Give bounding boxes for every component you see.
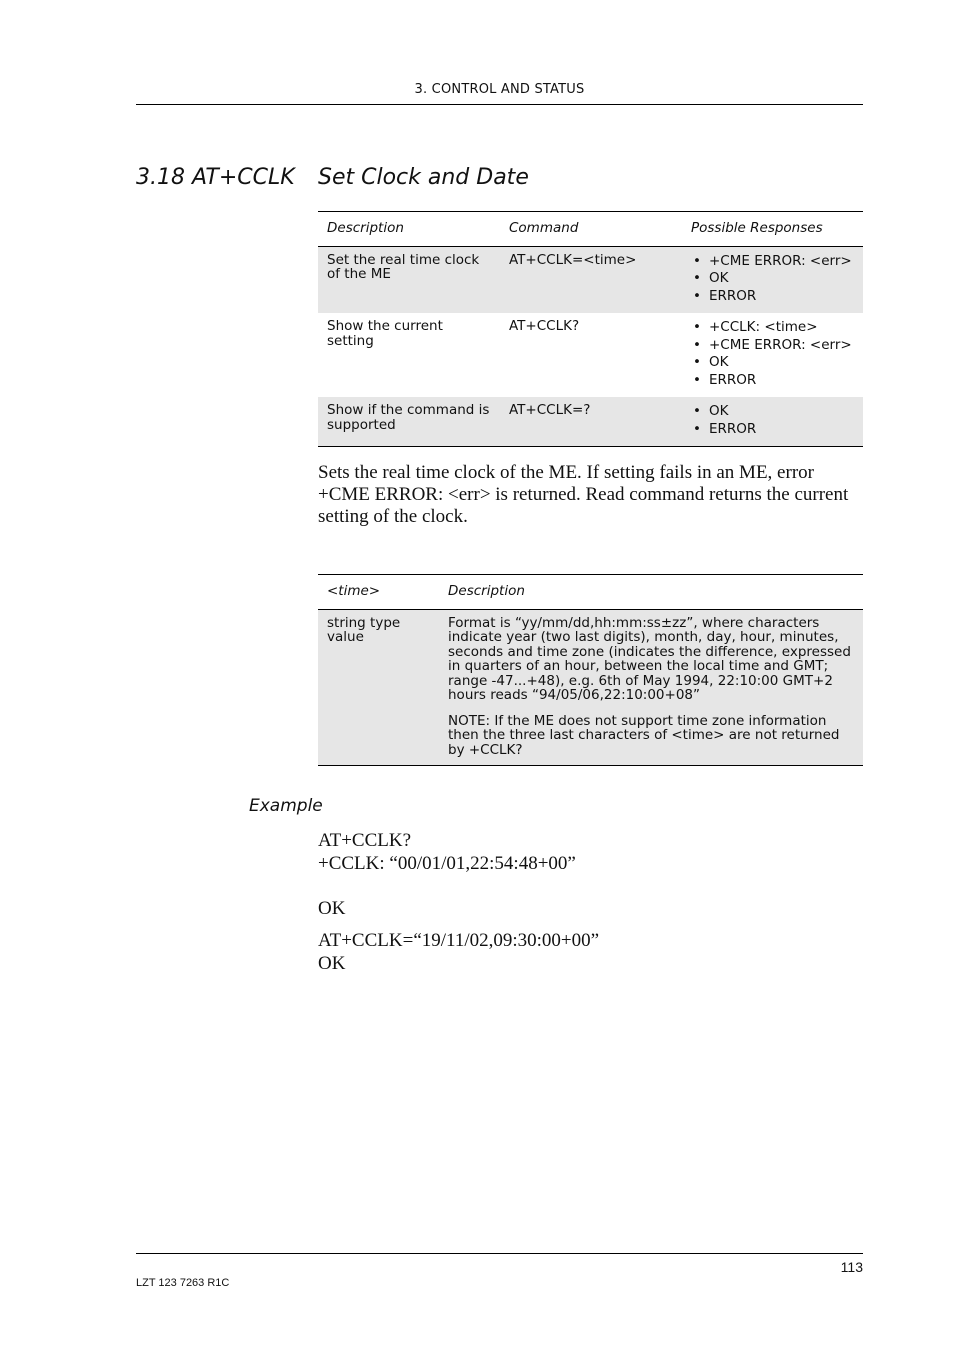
- section-title: [136, 165, 529, 190]
- format-description: Format is “yy/mm/dd,hh:mm:ss±zz”, where characters indicate year (two last digits), month, day, hour, minutes, seconds and time zone (indicates the difference, expressed in quarters of an hour, between the local time and GMT; range -47...+48), e.g. 6th of May 1994, 22:10:00 GMT+2 hours reads “94/05/06,22:10:00+08”: [448, 614, 851, 703]
- cell-responses: [682, 246, 863, 313]
- table-row: [318, 397, 863, 447]
- cell-description: [439, 609, 863, 766]
- table-header-row: [318, 575, 863, 610]
- column-header: Description: [318, 212, 500, 247]
- document-id: LZT 123 7263 R1C: [136, 1277, 230, 1289]
- list-item: • OK: [691, 403, 854, 421]
- cell-responses: [682, 313, 863, 397]
- table-row: [318, 609, 863, 766]
- list-item: • OK: [691, 270, 854, 288]
- running-header: 3. CONTROL AND STATUS: [414, 82, 585, 97]
- example-label: Example: [249, 796, 323, 816]
- column-header: Description: [439, 575, 863, 610]
- cell-description: Set the real time clock of the ME: [318, 246, 500, 313]
- list-item: • +CCLK: <time>: [691, 319, 854, 337]
- table-row: [318, 246, 863, 313]
- response-list: [691, 319, 854, 389]
- section-name: Set Clock and Date: [318, 165, 529, 190]
- body-paragraph: Sets the real time clock of the ME. If setting fails in an ME, error +CME ERROR: <err> is returned. Read command returns the current setting of the clock.: [318, 462, 849, 527]
- list-item: • +CME ERROR: <err>: [691, 253, 854, 271]
- cell-description: Show if the command is supported: [318, 397, 500, 447]
- list-item: • ERROR: [691, 421, 854, 439]
- cell-parameter: string type value: [318, 609, 439, 766]
- cell-command: AT+CCLK?: [509, 318, 580, 334]
- example-line: OK: [318, 953, 346, 974]
- cell-responses: [682, 397, 863, 447]
- example-block: [318, 829, 599, 975]
- response-list: [691, 253, 854, 306]
- table-row: [318, 313, 863, 397]
- footer-rule: [136, 1253, 863, 1254]
- column-header: <time>: [318, 575, 439, 610]
- response-list: [691, 403, 854, 438]
- example-line: OK: [318, 898, 346, 919]
- column-header: Command: [500, 212, 682, 247]
- column-header: Possible Responses: [682, 212, 863, 247]
- list-item: • ERROR: [691, 288, 854, 306]
- cell-description: Show the current setting: [327, 318, 443, 349]
- cell-command: AT+CCLK=?: [500, 397, 682, 447]
- note-text: NOTE: If the ME does not support time zone information then the three last characters of <time> are not returned by +CCLK?: [448, 712, 840, 758]
- parameter-table: [318, 574, 863, 766]
- example-line: +CCLK: “00/01/01,22:54:48+00”: [318, 853, 576, 874]
- header-rule: [136, 104, 863, 105]
- example-line: AT+CCLK=“19/11/02,09:30:00+00”: [318, 930, 600, 951]
- example-line: AT+CCLK?: [318, 830, 412, 851]
- list-item: • ERROR: [691, 372, 854, 390]
- list-item: • OK: [691, 354, 854, 372]
- table-header-row: [318, 212, 863, 247]
- command-table: [318, 211, 863, 447]
- section-number: 3.18 AT+CCLK: [136, 165, 295, 190]
- page-number: 113: [840, 1259, 863, 1275]
- cell-command: AT+CCLK=<time>: [500, 246, 682, 313]
- list-item: • +CME ERROR: <err>: [691, 337, 854, 355]
